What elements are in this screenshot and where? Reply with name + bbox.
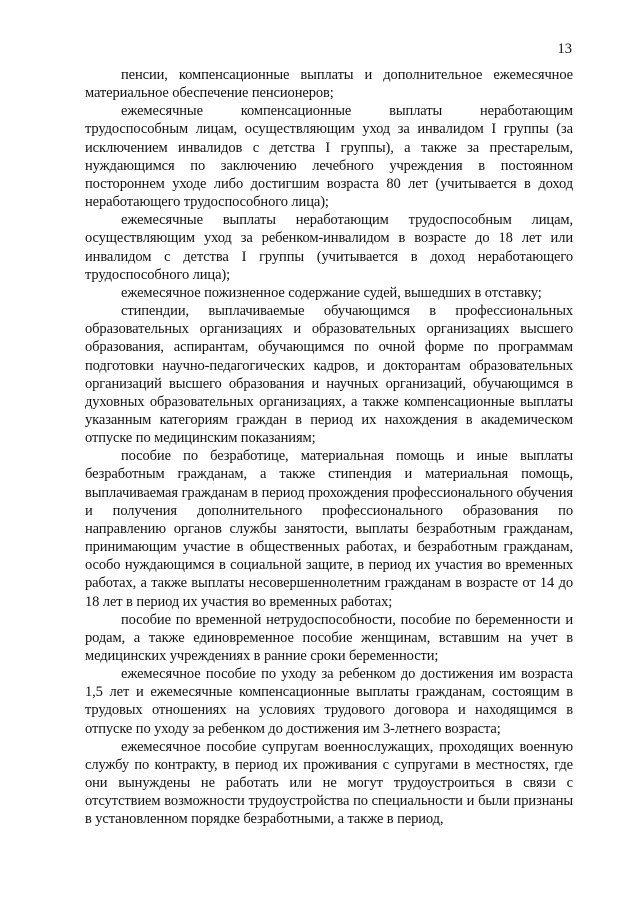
paragraph-pensions: пенсии, компенсационные выплаты и дополнительное ежемесячное материальное обеспечение пенсионеров; [85, 67, 573, 102]
paragraph-unemployment-benefit: пособие по безработице, материальная помощь и иные выплаты безработным гражданам, а также стипендия и материальная помощь, выплачиваемая гражданам в период прохождения профессионального обучения и получения дополнительного профессионального образования по направлению органов службы занятости, выплаты безработным гражданам, принимающим участие в общественных работах, и безработным гражданам, особо нуждающимся в социальной защите, в период их участия во временных работах, а также выплаты несовершеннолетним гражданам в возрасте от 14 до 18 лет в период их участия во временных работах; [85, 448, 573, 610]
paragraph-disability-maternity: пособие по временной нетрудоспособности, пособие по беременности и родам, а также единовременное пособие женщинам, вставшим на учет в медицинских учреждениях в ранние сроки беременности; [85, 611, 573, 664]
document-body [85, 66, 573, 829]
paragraph-judges-allowance: ежемесячное пожизненное содержание судей, вышедших в отставку; [121, 284, 542, 301]
paragraph-scholarships: стипендии, выплачиваемые обучающимся в профессиональных образовательных организациях и образовательных организациях высшего образования, аспирантам, обучающимся по очной форме по программам подготовки научно-педагогических кадров, и докторантам образовательных организаций высшего образования и научных организаций, обучающимся в духовных образовательных организациях, а также компенсационные выплаты указанным категориям граждан в период их нахождения в академическом отпуске по медицинским показаниям; [85, 303, 573, 447]
paragraph-childcare-allowance: ежемесячное пособие по уходу за ребенком до достижения им возраста 1,5 лет и ежемесячные компенсационные выплаты гражданам, состоящим в трудовых отношениях на условиях трудового договора и находящимся в отпуске по уходу за ребенком до достижения им 3-летнего возраста; [85, 666, 573, 737]
paragraph-care-disabled-group1: ежемесячные компенсационные выплаты неработающим трудоспособным лицам, осуществляющим уход за инвалидом I группы (за исключением инвалидов с детства I группы), а также за престарелым, нуждающимся по заключению лечебного учреждения в постоянном постороннем уходе либо достигшим возраста 80 лет (учитывается в доход неработающего трудоспособного лица); [85, 103, 573, 211]
paragraph-military-spouses: ежемесячное пособие супругам военнослужащих, проходящих военную службу по контракту, в период их проживания с супругами в местностях, где они вынуждены не работать или не могут трудоустроиться в связи с отсутствием возможности трудоустройства по специальности и были признаны в установленном порядке безработными, а также в период, [85, 738, 573, 828]
paragraph-care-disabled-child: ежемесячные выплаты неработающим трудоспособным лицам, осуществляющим уход за ребенком-инвалидом в возрасте до 18 лет или инвалидом с детства I группы (учитывается в доход неработающего трудоспособного лица); [85, 212, 573, 283]
page-number: 13 [557, 41, 572, 57]
